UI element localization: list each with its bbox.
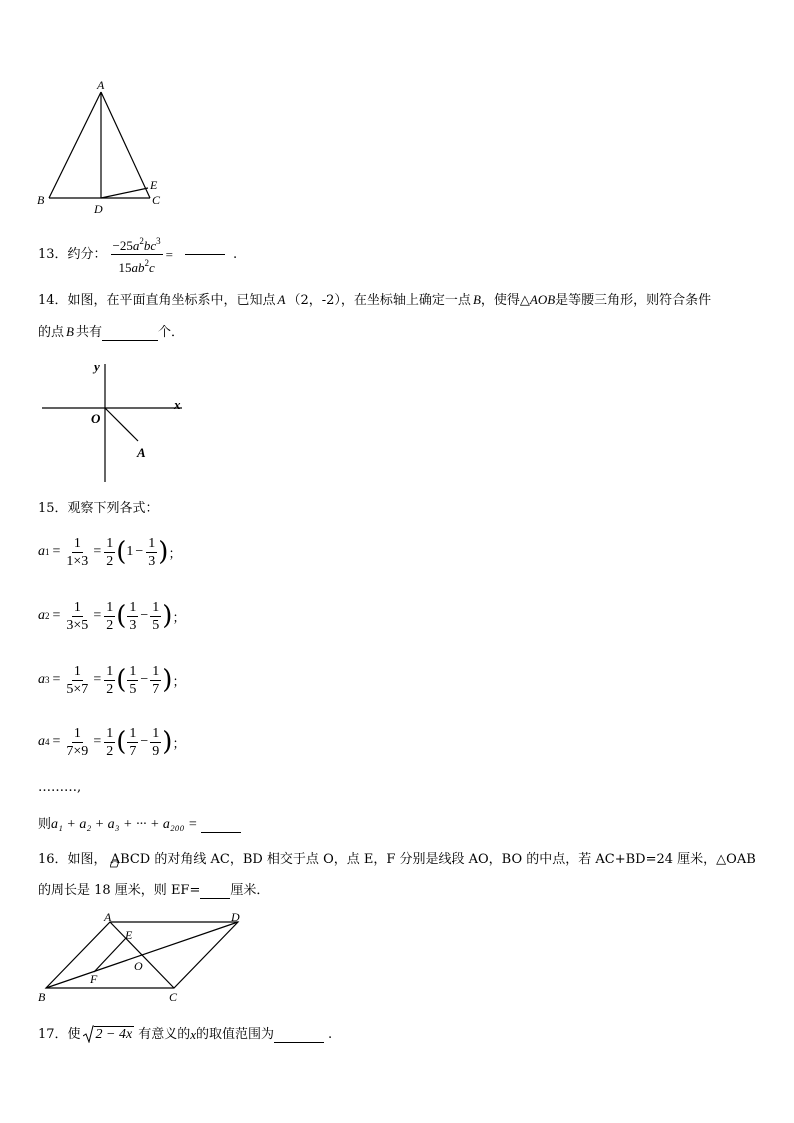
- q17-mid: 有意义的: [138, 1027, 191, 1042]
- q15-row-1: [38, 532, 181, 572]
- q15-row1-frac-b: $\frac{1}{3}$: [148, 535, 156, 569]
- q17-period: .: [328, 1027, 333, 1042]
- q13-num-a-exp: 2: [139, 236, 144, 246]
- q15-row2-frac-b: $\frac{1}{5}$: [152, 599, 160, 633]
- q15-row3-eq1: =: [52, 672, 61, 687]
- q15-row3-frac-b: $\frac{1}{7}$: [152, 663, 160, 697]
- triangle-figure: [30, 76, 180, 216]
- q15-row4-frac-b: $\frac{1}{9}$: [152, 725, 160, 759]
- q15-row-3: [38, 660, 185, 700]
- q15-row1-half: $\frac{1}{2}$: [106, 535, 114, 569]
- q15-row4-idx: 4: [45, 737, 50, 747]
- fig-label-D: D: [94, 202, 103, 216]
- q13-num-coef: −25: [112, 238, 133, 253]
- q15-ellipsis: ………,: [38, 780, 82, 795]
- q15-row3-b: 7: [152, 681, 160, 697]
- q15-row3-idx: 3: [45, 675, 50, 685]
- q15-row4-semicolon: ；: [172, 736, 186, 752]
- q13-den-b-exp: 2: [144, 258, 149, 268]
- q16-text-2: 的周长是 18 厘米，则 EF=: [38, 883, 201, 898]
- q15-row4-frac: $\frac{1}{7\times 9}$: [66, 725, 89, 759]
- q13-equals: =: [165, 246, 174, 262]
- q13-num-a: a: [132, 238, 140, 253]
- q15-row-2: [38, 596, 185, 636]
- q17-suffix: 的取值范围为: [196, 1027, 275, 1042]
- q15-row2-frac-a: $\frac{1}{3}$: [129, 599, 137, 633]
- q14-text-3: 是等腰三角形，则符合条件: [555, 293, 712, 308]
- q15-row-4: [38, 722, 185, 762]
- q15-row2-semicolon: ；: [172, 610, 186, 626]
- q17-radicand: 2 − 4x: [95, 1027, 133, 1042]
- q15-row4-a: 7: [129, 743, 137, 759]
- q13-fraction: [111, 234, 163, 275]
- q14-text-6: 个．: [157, 325, 184, 340]
- q14-text-4: 的点: [38, 325, 65, 340]
- q13-den-c: c: [148, 260, 155, 275]
- q14-point-b: B: [472, 292, 481, 307]
- q15-row3-eq2: =: [93, 672, 102, 687]
- q15-row3-half: $\frac{1}{2}$: [106, 663, 114, 697]
- q13-den-coef: 15: [118, 260, 132, 275]
- q15-row2-eq1: =: [52, 608, 61, 623]
- q15-row1-frac: $\frac{1}{1\times 3}$: [66, 535, 89, 569]
- para-label-E: E: [125, 928, 133, 942]
- q15-row3-var: a: [38, 672, 45, 687]
- q15-row4-rparen: ): [162, 727, 173, 757]
- q15-row1-rparen: ): [158, 537, 169, 567]
- q16-text-3: 厘米．: [230, 883, 270, 898]
- q15-row2-rparen: ): [162, 601, 173, 631]
- origin-label-o: O: [91, 411, 101, 426]
- q15-row1-eq1: =: [52, 544, 61, 559]
- q17-prefix: 17．使: [38, 1027, 81, 1042]
- q15-row2-idx: 2: [45, 611, 50, 621]
- fig-label-E: E: [150, 178, 158, 192]
- q13-period: .: [233, 246, 238, 262]
- q15-row4-var: a: [38, 734, 45, 749]
- axis-label-y: y: [94, 359, 100, 374]
- q15-row2-var: a: [38, 608, 45, 623]
- para-label-D: D: [231, 910, 240, 924]
- fig-label-A: A: [97, 78, 105, 92]
- q14-coord-a: （2，-2），在坐标轴上确定一点: [287, 293, 471, 308]
- para-label-B: B: [38, 990, 46, 1004]
- q15-row4-b: 9: [152, 743, 160, 759]
- question-16-line-2: [38, 883, 269, 899]
- q15-row1-lparen: (: [116, 537, 127, 567]
- q15-row4-frac-a: $\frac{1}{7}$: [129, 725, 137, 759]
- q15-row4-minus: −: [140, 734, 149, 749]
- para-label-A: A: [104, 910, 112, 924]
- question-16-line-1: [38, 852, 756, 868]
- q15-row1-eq2: =: [93, 544, 102, 559]
- q15-row1-den: 1×3: [66, 553, 89, 569]
- question-17: [38, 1025, 332, 1043]
- q14-point-b-2: B: [66, 324, 74, 339]
- q14-triangle-aob: AOB: [529, 292, 556, 307]
- q14-text-2: ，使得△: [480, 293, 530, 308]
- q15-row4-half: $\frac{1}{2}$: [106, 725, 114, 759]
- q13-num-c-exp: 3: [156, 236, 161, 246]
- q17-answer-blank[interactable]: [274, 1042, 324, 1043]
- point-label-a: A: [137, 445, 146, 460]
- q15-row2-a: 3: [129, 617, 137, 633]
- para-label-C: C: [169, 990, 178, 1004]
- q15-row3-minus: −: [140, 672, 149, 687]
- axis-label-x: x: [174, 397, 181, 412]
- q14-text-1: 14．如图，在平面直角坐标系中，已知点: [38, 293, 276, 308]
- q15-row4-den: 7×9: [66, 743, 89, 759]
- q15-row1-semicolon: ；: [168, 546, 182, 562]
- q14-answer-blank[interactable]: [102, 340, 158, 341]
- sqrt-sign-icon: [83, 1025, 94, 1043]
- coordinate-figure: [36, 356, 196, 486]
- q15-row3-frac-a: $\frac{1}{5}$: [129, 663, 137, 697]
- q15-row2-eq2: =: [93, 608, 102, 623]
- q15-row3-semicolon: ；: [172, 674, 186, 690]
- q15-row2-half: $\frac{1}{2}$: [106, 599, 114, 633]
- q15-row1-idx: 1: [45, 547, 50, 557]
- q15-row1-one: 1: [126, 544, 134, 559]
- question-14-line-1: [38, 292, 711, 309]
- fig-label-C: C: [152, 193, 161, 207]
- q15-row4-eq2: =: [93, 734, 102, 749]
- q15-sum: [38, 817, 241, 833]
- q13-prefix: 13．约分：: [38, 246, 107, 262]
- q15-row3-frac: $\frac{1}{5\times 7}$: [66, 663, 89, 697]
- q15-row3-den: 5×7: [66, 681, 89, 697]
- q13-num-bc: bc: [143, 238, 157, 253]
- q14-text-5: 共有: [75, 325, 102, 340]
- q15-sum-prefix: 则: [38, 817, 52, 832]
- q16-text-1: 16．如图， ABCD 的对角线 AC，BD 相交于点 O，点 E，F 分别是线段 AO，BO 的中点，若 AC+BD=24 厘米，△OAB: [38, 852, 756, 867]
- para-label-O: O: [134, 959, 143, 973]
- q16-answer-blank[interactable]: [200, 898, 230, 899]
- q15-row4-eq1: =: [52, 734, 61, 749]
- q15-row3-a: 5: [129, 681, 137, 697]
- q13-den-ab: ab: [131, 260, 145, 275]
- q15-row3-rparen: ): [162, 665, 173, 695]
- fig-label-B: B: [37, 193, 45, 207]
- q14-point-a: A: [277, 292, 286, 307]
- question-13: [38, 234, 237, 275]
- parallelogram-symbol: [110, 853, 119, 861]
- q13-denominator: [116, 255, 156, 275]
- q15-row1-b: 3: [148, 553, 156, 569]
- para-label-F: F: [90, 972, 98, 986]
- q15-row2-den: 3×5: [66, 617, 89, 633]
- q15-sum-expr: a₁ + a₂ + a₃ + ··· + a₂₀₀ =: [51, 817, 198, 832]
- q13-answer-blank[interactable]: [185, 254, 225, 255]
- parallelogram-figure: [34, 908, 254, 1006]
- q15-row2-lparen: (: [116, 601, 127, 631]
- q15-row1-var: a: [38, 544, 45, 559]
- question-14-line-2: [38, 324, 184, 341]
- q17-x: x: [190, 1027, 197, 1042]
- question-15-title: 15．观察下列各式：: [38, 501, 159, 516]
- q15-row4-lparen: (: [116, 727, 127, 757]
- q15-row2-b: 5: [152, 617, 160, 633]
- sqrt-expression: [83, 1025, 135, 1043]
- q15-row2-frac: $\frac{1}{3\times 5}$: [66, 599, 89, 633]
- q13-numerator: [111, 234, 163, 255]
- q15-row1-minus: −: [135, 544, 144, 559]
- q15-row2-minus: −: [140, 608, 149, 623]
- q15-row3-lparen: (: [116, 665, 127, 695]
- q15-answer-blank[interactable]: [201, 832, 241, 833]
